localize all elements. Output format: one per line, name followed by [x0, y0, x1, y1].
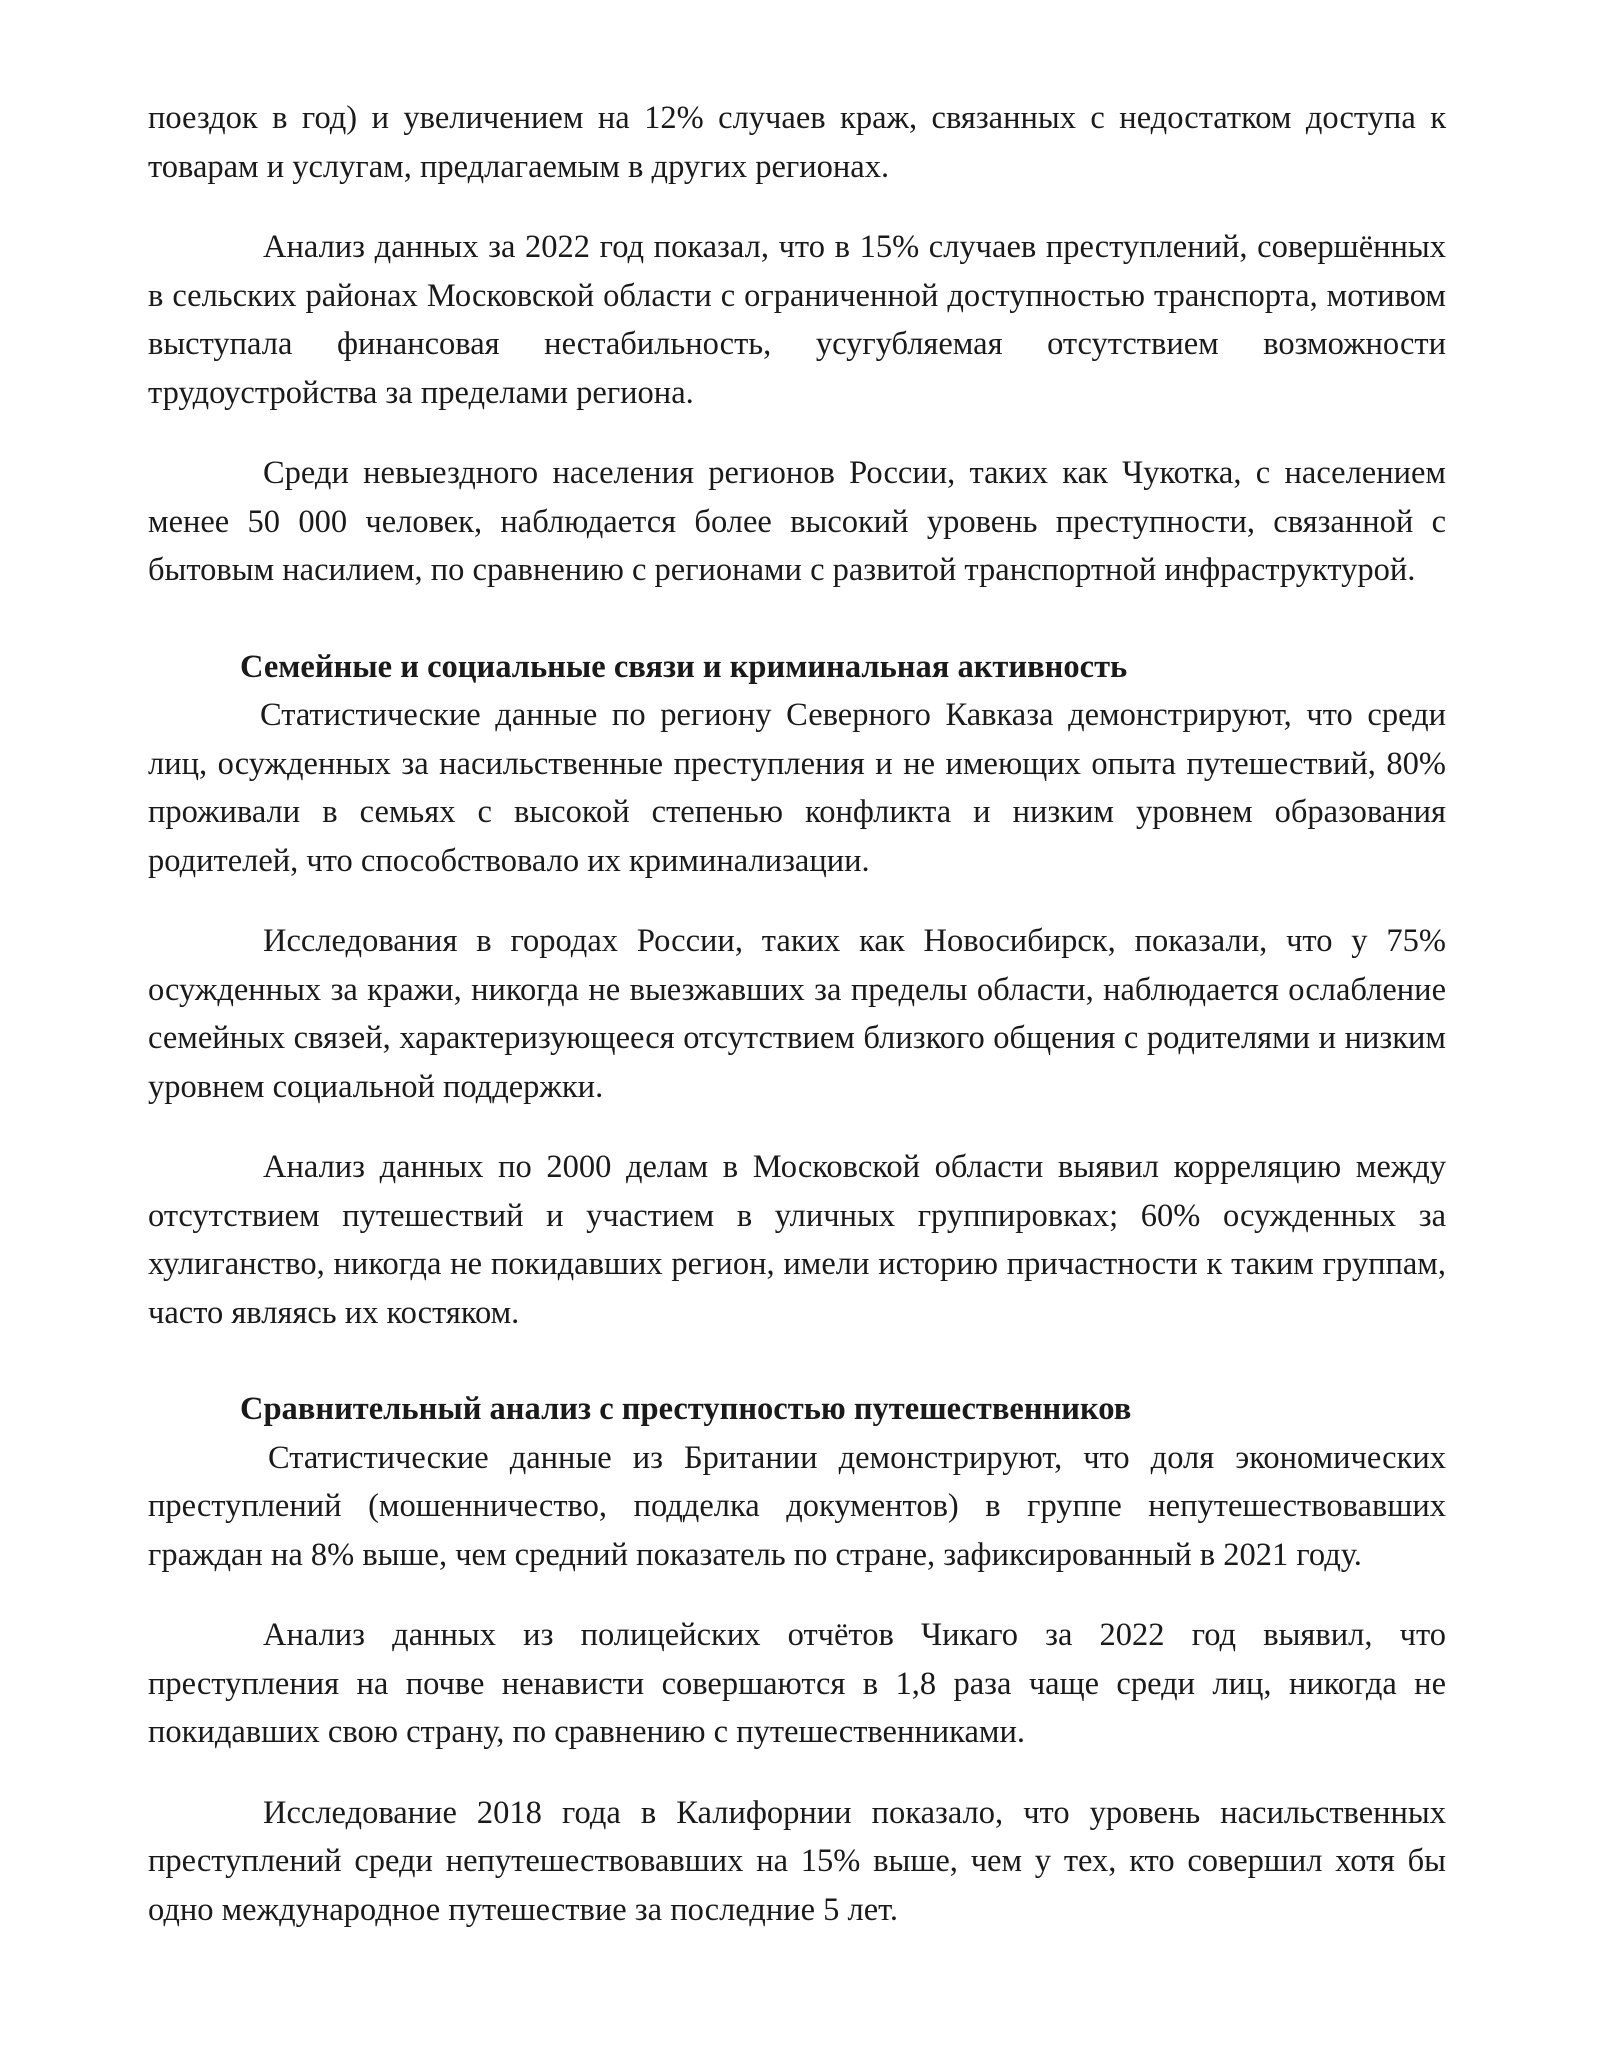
paragraph: Анализ данных по 2000 делам в Московской области выявил корреляцию между отсутствием путешествий и участием в уличных группировках; 60% осужденных за хулиганство, никогда не покидавших регион, имели историю причастности к таким группам, часто являясь их костяком.	[148, 1149, 1446, 1331]
section-heading: Семейные и социальные связи и криминальная активность	[240, 648, 1128, 685]
paragraph: Исследование 2018 года в Калифорнии показало, что уровень насильственных преступлений среди непутешествовавших на 15% выше, чем у тех, кто совершил хотя бы одно международное путешествие за последние 5 лет.	[148, 1794, 1446, 1928]
document-page	[148, 94, 1446, 1934]
paragraph: Анализ данных за 2022 год показал, что в 15% случаев преступлений, совершённых в сельских районах Московской области с ограниченной доступностью транспорта, мотивом выступала финансовая нестабильность, усугубляемая отсутствием возможности трудоустройства за пределами региона.	[148, 229, 1446, 411]
paragraph-continued: поездок в год) и увеличением на 12% случаев краж, связанных с недостатком доступа к товарам и услугам, предлагаемым в других регионах.	[148, 100, 1446, 185]
paragraph: Статистические данные по региону Северного Кавказа демонстрируют, что среди лиц, осужденных за насильственные преступления и не имеющих опыта путешествий, 80% проживали в семьях с высокой степенью конфликта и низким уровнем образования родителей, что способствовало их криминализации.	[148, 697, 1446, 879]
paragraph: Анализ данных из полицейских отчётов Чикаго за 2022 год выявил, что преступления на почве ненависти совершаются в 1,8 раза чаще среди лиц, никогда не покидавших свою страну, по сравнению с путешественниками.	[148, 1617, 1446, 1750]
paragraph: Среди невыездного населения регионов России, таких как Чукотка, с населением менее 50 000 человек, наблюдается более высокий уровень преступности, связанной с бытовым насилием, по сравнению с регионами с развитой транспортной инфраструктурой.	[148, 455, 1446, 588]
paragraph: Статистические данные из Британии демонстрируют, что доля экономических преступлений (мошенничество, подделка документов) в группе непутешествовавших граждан на 8% выше, чем средний показатель по стране, зафиксированный в 2021 году.	[148, 1439, 1446, 1573]
paragraph: Исследования в городах России, таких как Новосибирск, показали, что у 75% осужденных за кражи, никогда не выезжавших за пределы области, наблюдается ослабление семейных связей, характеризующееся отсутствием близкого общения с родителями и низким уровнем социальной поддержки.	[148, 923, 1446, 1105]
section-heading: Сравнительный анализ с преступностью путешественников	[240, 1391, 1132, 1427]
